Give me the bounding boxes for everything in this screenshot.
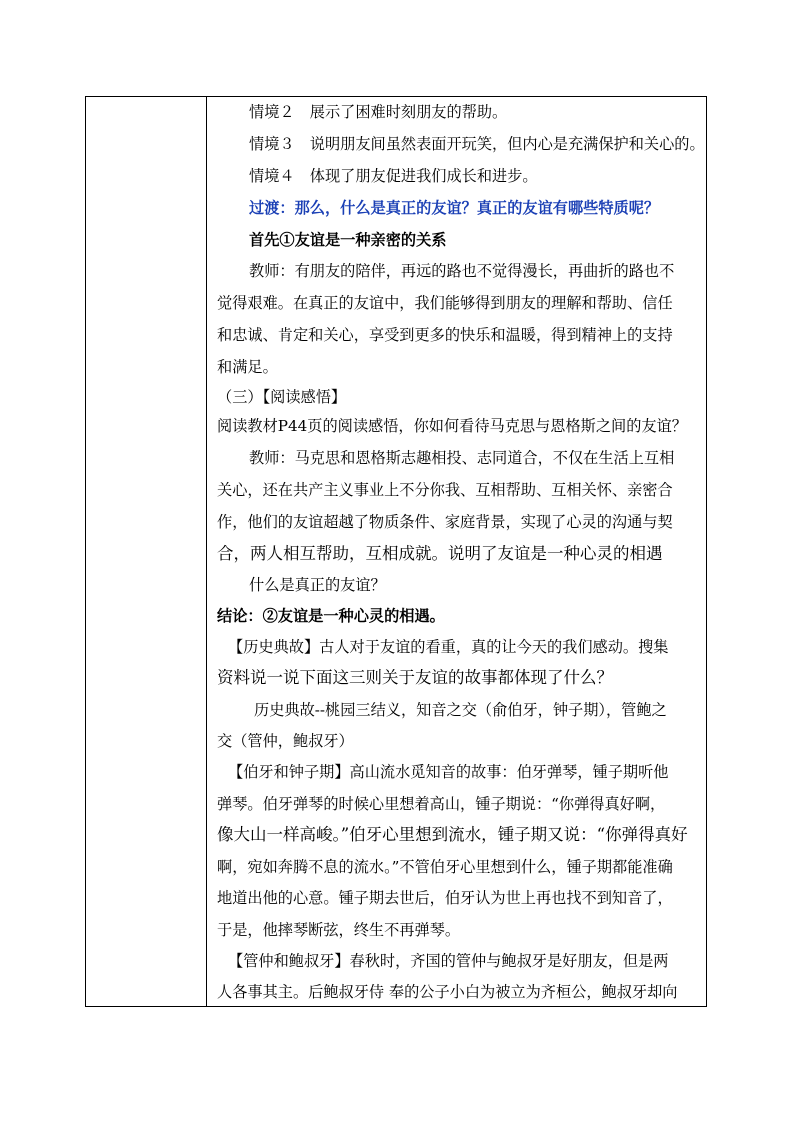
text-line: 弹琴。伯牙弹琴的时候心里想着高山，锺子期说：“你弹得真好啊， [217, 795, 666, 813]
text-line: 【伯牙和钟子期】高山流水觅知音的故事：伯牙弹琴，锺子期听他 [228, 763, 669, 781]
transition-heading: 过渡：那么，什么是真正的友谊？真正的友谊有哪些特质呢？ [249, 199, 660, 217]
text-line: 教师：有朋友的陪伴，再远的路也不觉得漫长，再曲折的路也不 [249, 262, 675, 280]
text-line: 资料说一说下面这三则关于友谊的故事都体现了什么？ [217, 668, 613, 687]
text-line: 教师：马克思和恩格斯志趣相投、志同道合，不仅在生活上互相 [249, 449, 675, 467]
text-line: 情境３ 说明朋友间虽然表面开玩笑，但内心是充满保护和关心的。 [249, 135, 705, 153]
conclusion-heading: 结论：②友谊是一种心灵的相遇。 [217, 607, 445, 625]
text-line: 地道出他的心意。锺子期去世后，伯牙认为世上再也找不到知音了， [217, 889, 673, 907]
left-column-cell [86, 97, 207, 1006]
text-line: 啊，宛如奔腾不息的流水。”不管伯牙心里想到什么，锺子期都能准确 [217, 858, 673, 876]
text-line: 阅读教材P44页的阅读感悟，你如何看待马克思与恩格斯之间的友谊？ [217, 417, 687, 435]
text-line: 和忠诚、肯定和关心，享受到更多的快乐和温暖，得到精神上的支持 [217, 326, 673, 344]
section-heading: （三）【阅读感悟】 [217, 388, 347, 406]
text-line: 作，他们的友谊超越了物质条件、家庭背景，实现了心灵的沟通与契 [217, 513, 673, 531]
text-line: 觉得艰难。在真正的友谊中，我们能够得到朋友的理解和帮助、信任 [217, 294, 673, 312]
text-line: 历史典故--桃园三结义，知音之交（俞伯牙，钟子期），管鲍之 [254, 701, 667, 719]
text-line: 像大山一样高峻。”伯牙心里想到流水，锺子期又说：“你弹得真好 [217, 825, 688, 844]
lesson-table [85, 96, 707, 1007]
text-line: 情境２ 展示了困难时刻朋友的帮助。 [249, 103, 508, 121]
text-line: 什么是真正的友谊？ [249, 576, 386, 594]
text-line: 【历史典故】古人对于友谊的看重，真的让今天的我们感动。搜集 [228, 638, 669, 656]
text-line: 【管仲和鲍叔牙】春秋时，齐国的管仲与鲍叔牙是好朋友，但是两 [228, 952, 669, 970]
section-heading: 首先①友谊是一种亲密的关系 [249, 231, 447, 249]
text-line: 人各事其主。后鲍叔牙侍 奉的公子小白为被立为齐桓公，鲍叔牙却向 [217, 983, 678, 1001]
text-line: 于是，他摔琴断弦，终生不再弹琴。 [217, 921, 460, 939]
text-line: 关心，还在共产主义事业上不分你我、互相帮助、互相关怀、亲密合 [217, 481, 673, 499]
content-cell [208, 97, 706, 1006]
text-line: 交（管仲，鲍叔牙） [217, 732, 354, 750]
text-line: 情境４ 体现了朋友促进我们成长和进步。 [249, 167, 538, 185]
text-line: 和满足。 [217, 358, 278, 376]
text-line: 合，两人相互帮助，互相成就。说明了友谊是一种心灵的相遇 [217, 544, 663, 563]
